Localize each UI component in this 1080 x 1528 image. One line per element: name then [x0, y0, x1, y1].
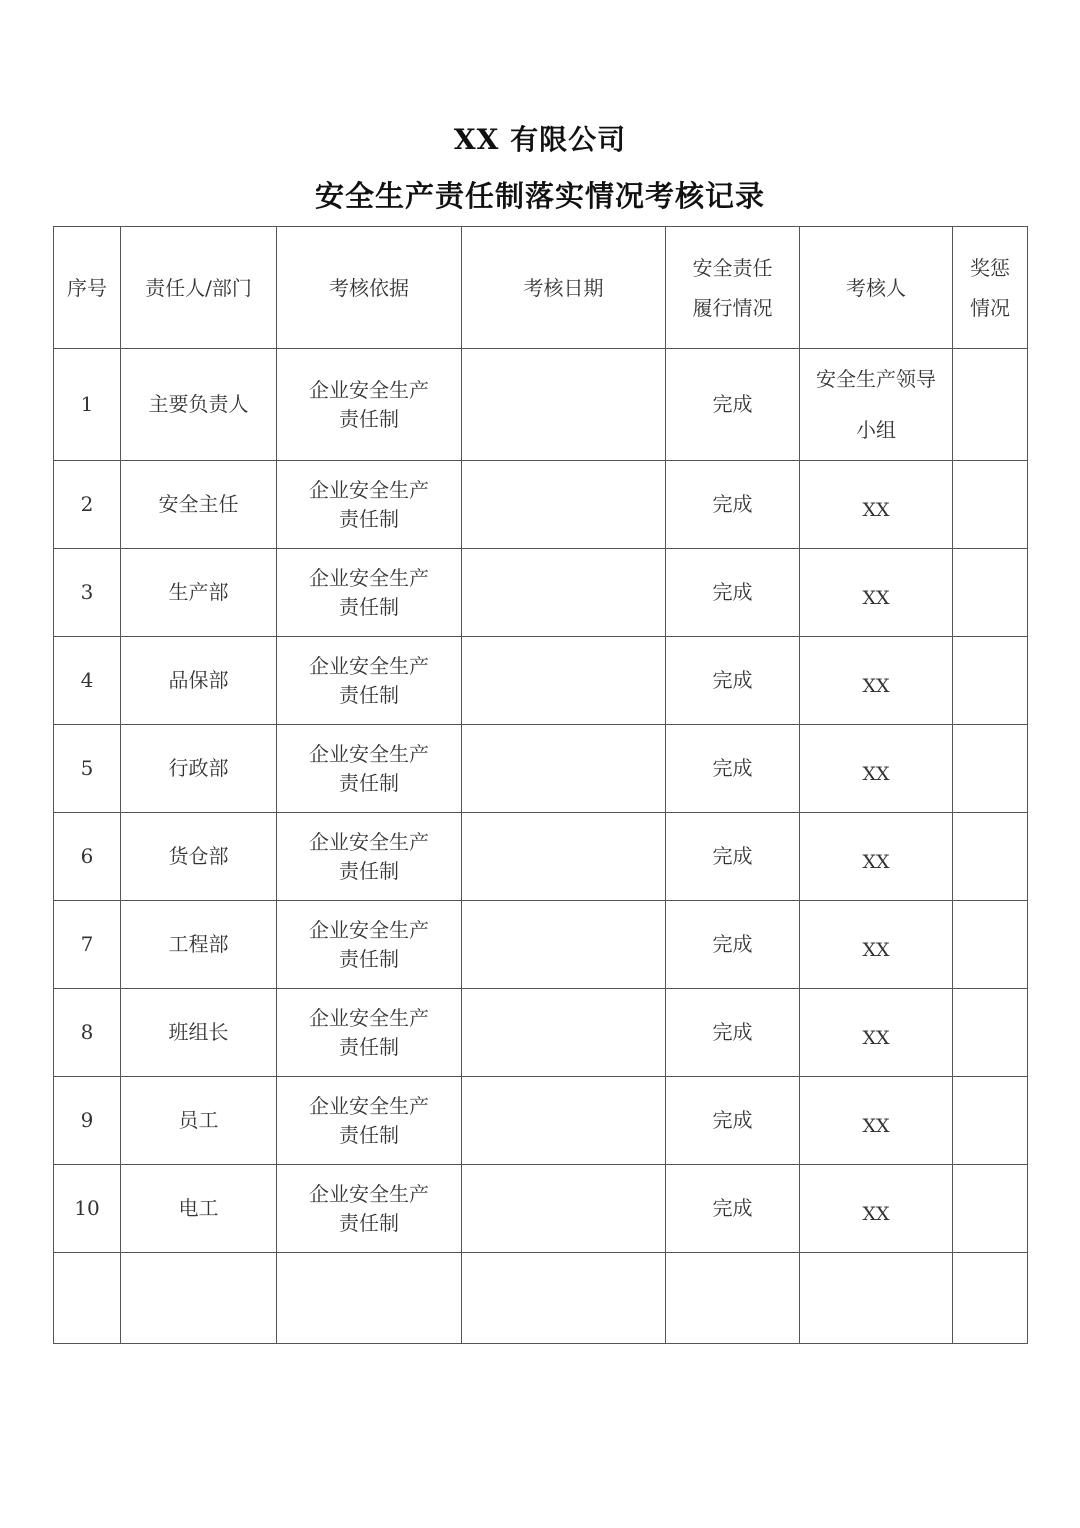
cell-basis [277, 813, 462, 901]
cell-dept: 班组长 [121, 989, 277, 1077]
cell-basis-line1: 企业安全生产 [309, 653, 429, 678]
cell-basis-line1: 企业安全生产 [309, 377, 429, 402]
record-title: 安全生产责任制落实情况考核记录 [314, 179, 765, 213]
header-dept: 责任人/部门 [121, 227, 277, 349]
cell-reward [953, 989, 1028, 1077]
cell-basis [277, 725, 462, 813]
cell-dept: 品保部 [121, 637, 277, 725]
cell-assessor-text: XX [862, 1114, 890, 1137]
cell-basis-line1: 企业安全生产 [309, 565, 429, 590]
cell-basis-line2: 责任制 [339, 506, 399, 531]
cell-status: 完成 [666, 549, 800, 637]
cell-no: 3 [54, 549, 121, 637]
cell-basis-line2: 责任制 [339, 406, 399, 431]
table-row [54, 989, 1028, 1077]
cell-dept: 生产部 [121, 549, 277, 637]
cell-reward [953, 1165, 1028, 1253]
cell-assessor-text: XX [862, 586, 890, 609]
cell-date [462, 813, 666, 901]
table-row [54, 1077, 1028, 1165]
cell-basis [277, 549, 462, 637]
header-reward-line1: 奖惩 [970, 255, 1010, 280]
cell-date [462, 725, 666, 813]
cell-dept: 安全主任 [121, 461, 277, 549]
cell-date [462, 549, 666, 637]
cell-date [462, 461, 666, 549]
cell-assessor [800, 813, 953, 901]
table-row [54, 813, 1028, 901]
empty-cell [800, 1253, 953, 1344]
cell-basis [277, 1077, 462, 1165]
cell-no: 10 [54, 1165, 121, 1253]
cell-assessor [800, 637, 953, 725]
cell-basis [277, 461, 462, 549]
cell-date [462, 1165, 666, 1253]
cell-no: 6 [54, 813, 121, 901]
cell-no: 4 [54, 637, 121, 725]
cell-basis-line1: 企业安全生产 [309, 829, 429, 854]
empty-cell [666, 1253, 800, 1344]
assessment-table [53, 226, 1028, 1344]
cell-basis-line2: 责任制 [339, 770, 399, 795]
cell-basis-line2: 责任制 [339, 682, 399, 707]
cell-basis-line2: 责任制 [339, 858, 399, 883]
header-date: 考核日期 [462, 227, 666, 349]
table-row [54, 725, 1028, 813]
cell-basis-line2: 责任制 [339, 1210, 399, 1235]
cell-reward [953, 637, 1028, 725]
cell-reward [953, 549, 1028, 637]
cell-assessor-text: XX [862, 938, 890, 961]
cell-basis-line2: 责任制 [339, 946, 399, 971]
cell-dept: 工程部 [121, 901, 277, 989]
cell-date [462, 989, 666, 1077]
table-row [54, 637, 1028, 725]
cell-no: 1 [54, 349, 121, 461]
cell-basis [277, 989, 462, 1077]
cell-reward [953, 349, 1028, 461]
cell-date [462, 1077, 666, 1165]
table-row [54, 349, 1028, 461]
table-header-row [54, 227, 1028, 349]
empty-cell [953, 1253, 1028, 1344]
cell-date [462, 637, 666, 725]
cell-reward [953, 461, 1028, 549]
cell-basis [277, 349, 462, 461]
header-status-line2: 履行情况 [692, 295, 773, 320]
cell-status: 完成 [666, 1165, 800, 1253]
cell-status: 完成 [666, 349, 800, 461]
header-status [666, 227, 800, 349]
cell-status: 完成 [666, 1077, 800, 1165]
cell-assessor [800, 725, 953, 813]
cell-status: 完成 [666, 637, 800, 725]
cell-assessor-text: XX [862, 762, 890, 785]
header-reward-line2: 情况 [970, 295, 1010, 320]
empty-cell [121, 1253, 277, 1344]
header-basis: 考核依据 [277, 227, 462, 349]
header-reward [953, 227, 1028, 349]
cell-assessor [800, 989, 953, 1077]
cell-assessor-line1: 安全生产领导 [816, 366, 936, 391]
cell-basis [277, 901, 462, 989]
table-row [54, 901, 1028, 989]
cell-status: 完成 [666, 461, 800, 549]
cell-dept: 电工 [121, 1165, 277, 1253]
empty-cell [462, 1253, 666, 1344]
cell-assessor [800, 1165, 953, 1253]
cell-basis-line1: 企业安全生产 [309, 1005, 429, 1030]
cell-no: 8 [54, 989, 121, 1077]
cell-basis-line1: 企业安全生产 [309, 917, 429, 942]
company-title: XX 有限公司 [453, 123, 627, 156]
cell-assessor-text: XX [862, 674, 890, 697]
cell-basis-line1: 企业安全生产 [309, 477, 429, 502]
cell-dept: 行政部 [121, 725, 277, 813]
cell-no: 5 [54, 725, 121, 813]
cell-assessor [800, 549, 953, 637]
cell-no: 7 [54, 901, 121, 989]
cell-dept: 主要负责人 [121, 349, 277, 461]
cell-assessor-text: XX [862, 850, 890, 873]
cell-assessor [800, 1077, 953, 1165]
cell-reward [953, 813, 1028, 901]
cell-basis-line2: 责任制 [339, 1122, 399, 1147]
cell-basis-line1: 企业安全生产 [309, 741, 429, 766]
cell-status: 完成 [666, 989, 800, 1077]
cell-basis-line2: 责任制 [339, 594, 399, 619]
cell-basis-line2: 责任制 [339, 1034, 399, 1059]
cell-basis-line1: 企业安全生产 [309, 1093, 429, 1118]
cell-basis [277, 637, 462, 725]
empty-cell [54, 1253, 121, 1344]
table-row [54, 461, 1028, 549]
cell-assessor-line2: 小组 [856, 417, 896, 442]
cell-assessor [800, 901, 953, 989]
cell-date [462, 349, 666, 461]
header-assessor: 考核人 [800, 227, 953, 349]
cell-reward [953, 725, 1028, 813]
header-no: 序号 [54, 227, 121, 349]
cell-reward [953, 1077, 1028, 1165]
table-row [54, 1165, 1028, 1253]
cell-dept: 员工 [121, 1077, 277, 1165]
cell-basis [277, 1165, 462, 1253]
cell-basis-line1: 企业安全生产 [309, 1181, 429, 1206]
cell-assessor-text: XX [862, 1026, 890, 1049]
empty-table-row [54, 1253, 1028, 1344]
cell-no: 9 [54, 1077, 121, 1165]
table-body [54, 349, 1028, 1344]
cell-assessor-text: XX [862, 498, 890, 521]
cell-assessor [800, 349, 953, 461]
cell-status: 完成 [666, 725, 800, 813]
empty-cell [277, 1253, 462, 1344]
cell-status: 完成 [666, 901, 800, 989]
cell-status: 完成 [666, 813, 800, 901]
cell-assessor-text: XX [862, 1202, 890, 1225]
header-status-line1: 安全责任 [692, 255, 773, 280]
cell-dept: 货仓部 [121, 813, 277, 901]
cell-assessor [800, 461, 953, 549]
cell-reward [953, 901, 1028, 989]
table-row [54, 549, 1028, 637]
cell-date [462, 901, 666, 989]
cell-no: 2 [54, 461, 121, 549]
